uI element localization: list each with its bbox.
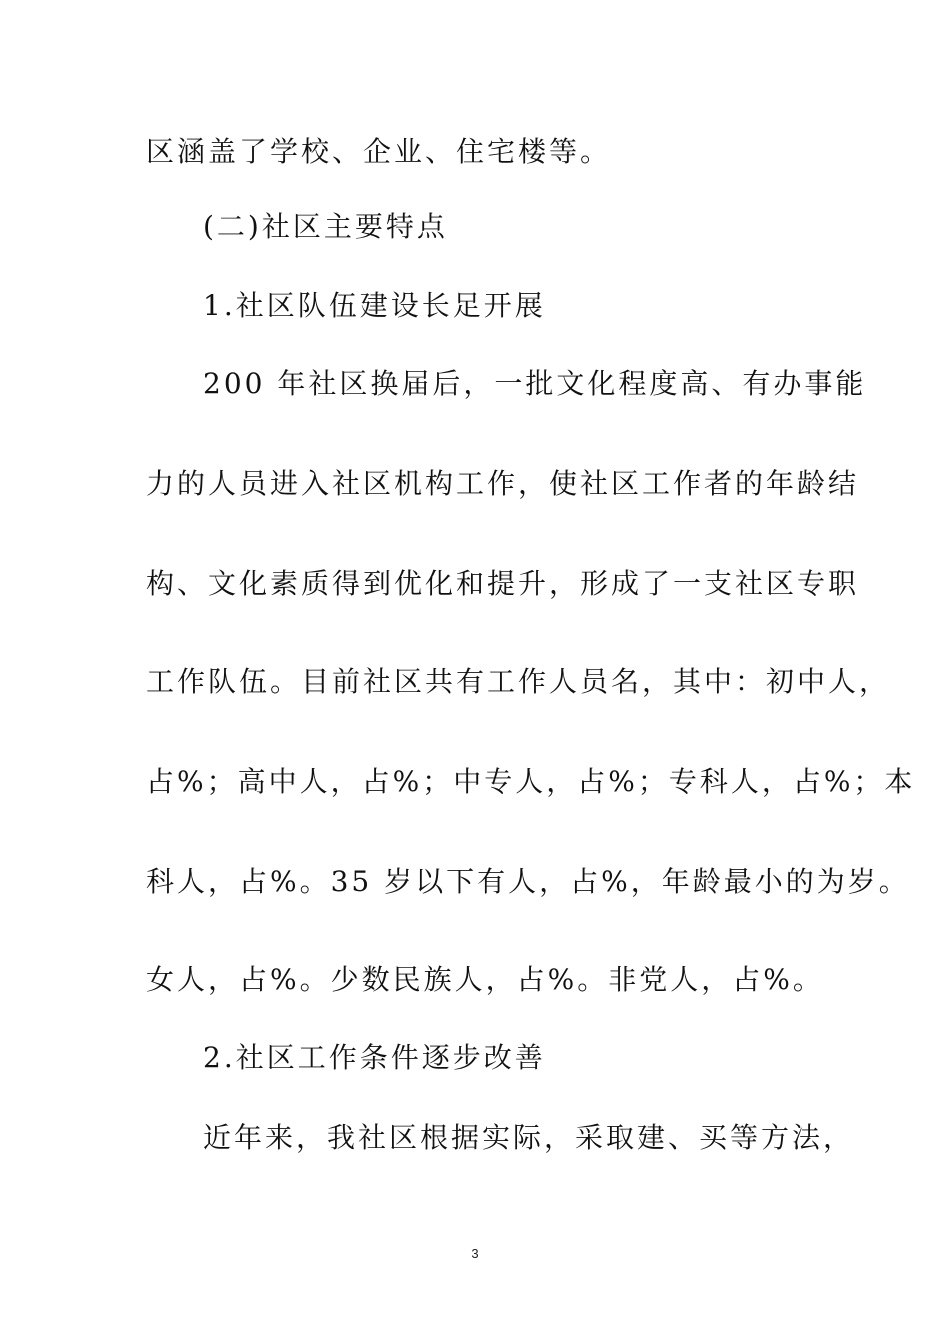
paragraph-line-3: 力的人员进入社区机构工作，使社区工作者的年龄结 [146,467,860,500]
subheading-conditions: 2.社区工作条件逐步改善 [203,1041,546,1074]
paragraph-line-2: 200 年社区换届后，一批文化程度高、有办事能 [203,367,867,400]
paragraph-line-6: 占%；高中人，占%；中专人，占%；专科人，占%；本 [146,765,916,798]
paragraph-line-8: 女人，占%。少数民族人，占%。非党人，占%。 [146,963,824,996]
paragraph-line-7: 科人，占%。35 岁以下有人，占%，年龄最小的为岁。 [146,865,910,898]
paragraph-line-9: 近年来，我社区根据实际，采取建、买等方法， [203,1121,855,1154]
subheading-team-building: 1.社区队伍建设长足开展 [203,289,546,322]
paragraph-line-4: 构、文化素质得到优化和提升，形成了一支社区专职 [146,567,860,600]
paragraph-line-1: 区涵盖了学校、企业、住宅楼等。 [146,135,612,168]
section-heading-features: (二)社区主要特点 [203,210,448,243]
page-number: 3 [471,1246,479,1261]
paragraph-line-5: 工作队伍。目前社区共有工作人员名，其中：初中人， [146,665,891,698]
